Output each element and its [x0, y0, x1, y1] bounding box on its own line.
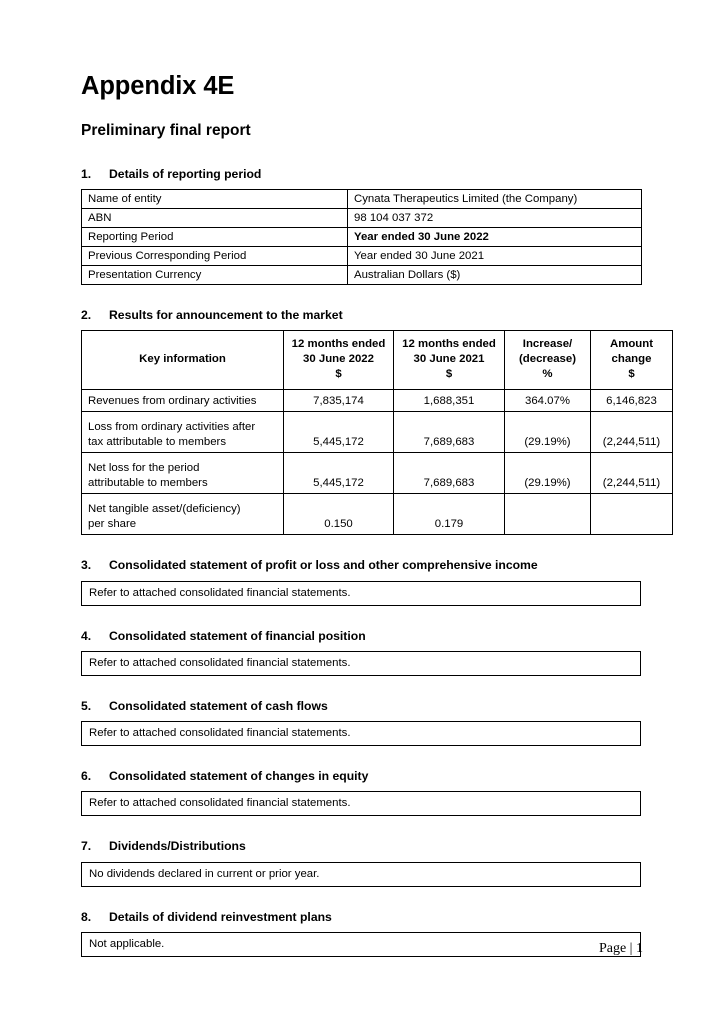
- section-heading-4: [81, 629, 673, 644]
- header-line-3: $: [445, 368, 453, 381]
- column-header-percent-change: [505, 331, 591, 390]
- section-label-4: Consolidated statement of financial position: [109, 628, 366, 643]
- row-label-line-1: Net loss for the period: [88, 461, 200, 474]
- detail-label: Name of entity: [82, 189, 348, 208]
- note-box-5: Refer to attached consolidated financial statements.: [81, 721, 641, 746]
- section-number-3: 3.: [81, 558, 92, 573]
- note-box-7: No dividends declared in current or prior year.: [81, 862, 641, 887]
- table-row: [82, 390, 673, 412]
- row-label: [82, 412, 284, 453]
- section-heading-1: [81, 167, 673, 182]
- table-row: [82, 453, 673, 494]
- section-heading-7: [81, 839, 673, 854]
- table-row: [82, 189, 642, 208]
- row-label: [82, 494, 284, 535]
- section-label-6: Consolidated statement of changes in equity: [109, 769, 369, 784]
- cell-current: 5,445,172: [284, 412, 394, 453]
- section-number-1: 1.: [81, 166, 92, 181]
- column-header-previous-period: [394, 331, 505, 390]
- cell-previous: 7,689,683: [394, 453, 505, 494]
- detail-value: Cynata Therapeutics Limited (the Company): [348, 189, 642, 208]
- details-table: [81, 189, 642, 285]
- cell-percent-change: (29.19%): [505, 412, 591, 453]
- section-number-2: 2.: [81, 307, 92, 322]
- section-label-5: Consolidated statement of cash flows: [109, 698, 328, 713]
- page-subtitle: Preliminary final report: [81, 122, 251, 140]
- table-row: [82, 265, 642, 284]
- section-label-7: Dividends/Distributions: [109, 839, 246, 854]
- row-label-line-2: per share: [88, 518, 137, 531]
- detail-value: 98 104 037 372: [348, 208, 642, 227]
- cell-current: 5,445,172: [284, 453, 394, 494]
- section-label-3: Consolidated statement of profit or loss and other comprehensive income: [109, 558, 538, 573]
- header-line-2: 30 June 2021: [413, 353, 485, 366]
- section-number-8: 8.: [81, 909, 92, 924]
- section-label-8: Details of dividend reinvestment plans: [109, 909, 332, 924]
- cell-previous: 7,689,683: [394, 412, 505, 453]
- row-label-line-1: Net tangible asset/(deficiency): [88, 502, 241, 515]
- cell-amount-change: (2,244,511): [591, 453, 673, 494]
- header-line-3: $: [335, 368, 342, 381]
- page-footer: Page | 1: [598, 941, 643, 956]
- detail-label: Reporting Period: [82, 227, 348, 246]
- cell-amount-change: 6,146,823: [591, 390, 673, 412]
- row-label-line-2: tax attributable to members: [88, 436, 227, 449]
- column-header-amount-change: [591, 331, 673, 390]
- header-line-1: Increase/: [522, 338, 573, 351]
- column-header-key-information: [82, 331, 284, 390]
- document-body: [81, 72, 673, 957]
- section-label-2: Results for announcement to the market: [109, 307, 343, 322]
- note-box-3: Refer to attached consolidated financial statements.: [81, 581, 641, 606]
- results-header-row: [82, 331, 673, 390]
- section-number-7: 7.: [81, 839, 92, 854]
- header-line-2: change: [611, 353, 652, 366]
- row-label: [82, 390, 284, 412]
- header-line-3: %: [542, 368, 553, 381]
- row-label-line-1: Loss from ordinary activities after: [88, 420, 256, 433]
- header-line-1: Amount: [609, 338, 654, 351]
- table-row: [82, 494, 673, 535]
- header-line-3: $: [628, 368, 635, 381]
- cell-percent-change: (29.19%): [505, 453, 591, 494]
- row-label-line-2: attributable to members: [88, 477, 208, 490]
- section-heading-5: [81, 699, 673, 714]
- header-line-2: (decrease): [519, 353, 576, 366]
- table-row: [82, 412, 673, 453]
- column-header-current-period: [284, 331, 394, 390]
- header-line-1: 12 months ended: [402, 338, 496, 351]
- cell-amount-change: (2,244,511): [591, 412, 673, 453]
- row-label-line-1: Revenues from ordinary activities: [88, 395, 257, 408]
- detail-value: Australian Dollars ($): [348, 265, 642, 284]
- section-label-1: Details of reporting period: [109, 166, 262, 181]
- detail-value: Year ended 30 June 2022: [348, 227, 642, 246]
- table-row: [82, 227, 642, 246]
- cell-amount-change: [591, 494, 673, 535]
- note-box-8: Not applicable.: [81, 932, 641, 957]
- section-heading-6: [81, 769, 673, 784]
- section-number-6: 6.: [81, 769, 92, 784]
- header-line-1: Key information: [139, 353, 226, 366]
- detail-label: Presentation Currency: [82, 265, 348, 284]
- cell-percent-change: [505, 494, 591, 535]
- section-heading-2: [81, 308, 673, 323]
- cell-percent-change: 364.07%: [505, 390, 591, 412]
- note-box-4: Refer to attached consolidated financial statements.: [81, 651, 641, 676]
- section-number-5: 5.: [81, 698, 92, 713]
- table-row: [82, 246, 642, 265]
- cell-current: 7,835,174: [284, 390, 394, 412]
- note-box-6: Refer to attached consolidated financial statements.: [81, 791, 641, 816]
- section-heading-8: [81, 910, 673, 925]
- detail-label: Previous Corresponding Period: [82, 246, 348, 265]
- section-number-4: 4.: [81, 628, 92, 643]
- table-row: [82, 208, 642, 227]
- cell-previous: 0.179: [394, 494, 505, 535]
- row-label: [82, 453, 284, 494]
- section-heading-3: [81, 558, 673, 573]
- header-line-1: 12 months ended: [291, 338, 386, 351]
- header-line-2: 30 June 2022: [303, 353, 374, 366]
- cell-previous: 1,688,351: [394, 390, 505, 412]
- cell-current: 0.150: [284, 494, 394, 535]
- detail-label: ABN: [82, 208, 348, 227]
- page-title: Appendix 4E: [81, 72, 235, 100]
- results-table: [81, 330, 673, 535]
- detail-value: Year ended 30 June 2021: [348, 246, 642, 265]
